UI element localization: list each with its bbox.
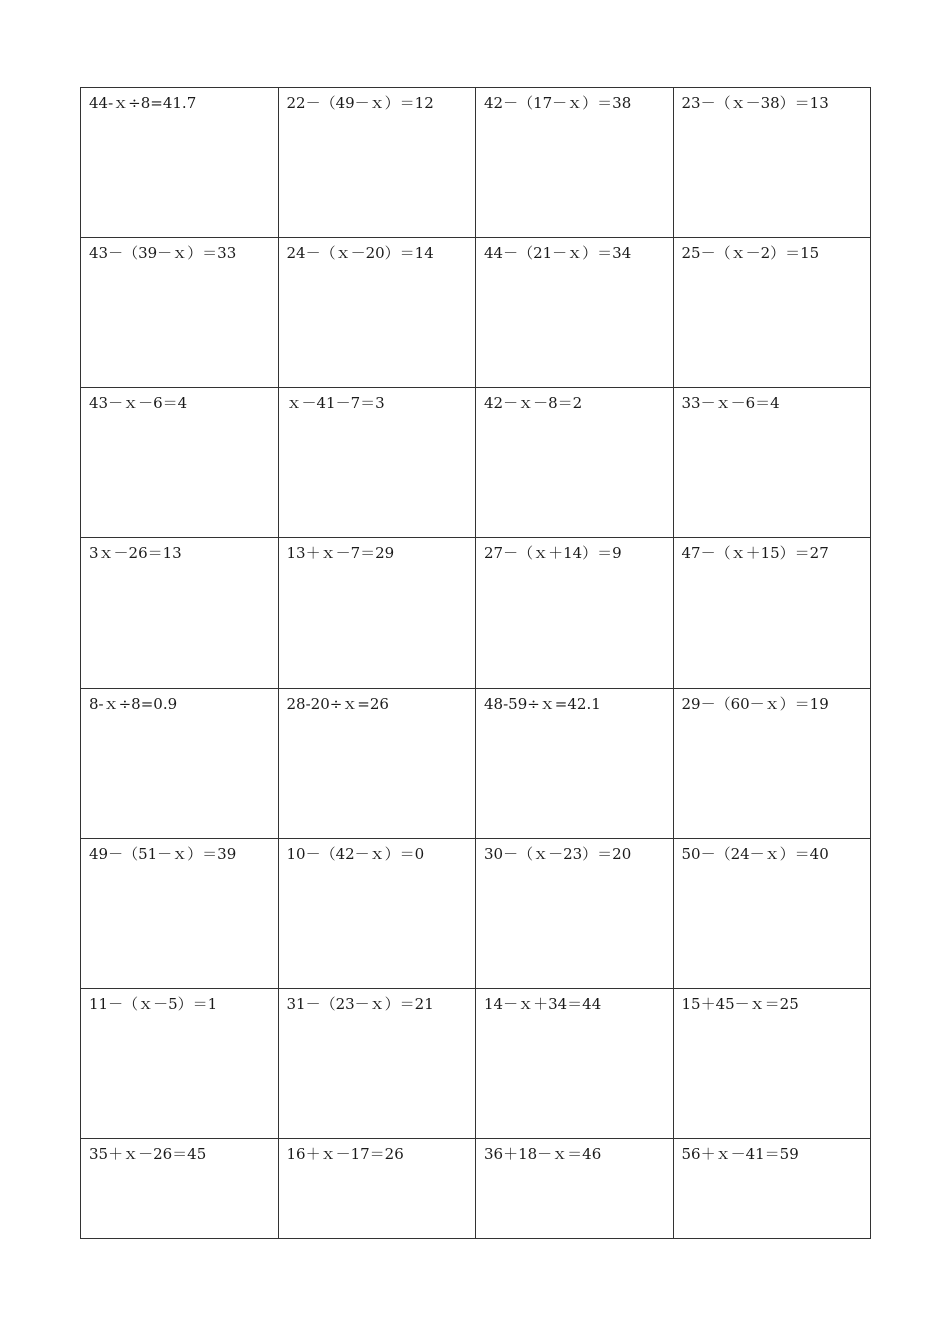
equation-cell: 49－（51－ｘ）＝39 (81, 838, 279, 988)
equation-cell: 30－（ｘ－23）＝20 (476, 838, 674, 988)
equation-cell: 14－ｘ＋34＝44 (476, 988, 674, 1138)
table-row (81, 838, 871, 988)
table-row (81, 238, 871, 388)
equation-cell: 36＋18－ｘ＝46 (476, 1138, 674, 1238)
equation-cell: 44-ｘ÷8=41.7 (81, 88, 279, 238)
equation-cell: 43－（39－ｘ）＝33 (81, 238, 279, 388)
table-row (81, 1138, 871, 1238)
equation-cell: 42－ｘ－8＝2 (476, 388, 674, 538)
equation-cell: 31－（23－ｘ）＝21 (278, 988, 476, 1138)
table-row (81, 988, 871, 1138)
equation-cell: 10－（42－ｘ）＝0 (278, 838, 476, 988)
table-row (81, 388, 871, 538)
equation-worksheet-table (80, 87, 871, 1239)
equation-cell: 8-ｘ÷8=0.9 (81, 688, 279, 838)
equation-cell: 33－ｘ－6＝4 (673, 388, 871, 538)
table-row (81, 88, 871, 238)
equation-cell: 27－（ｘ＋14）＝9 (476, 538, 674, 688)
equation-cell: 42－（17－ｘ）＝38 (476, 88, 674, 238)
table-row (81, 688, 871, 838)
equation-cell: 16＋ｘ－17＝26 (278, 1138, 476, 1238)
equation-cell: 44－（21－ｘ）＝34 (476, 238, 674, 388)
equation-cell: 35＋ｘ－26＝45 (81, 1138, 279, 1238)
equation-cell: 47－（ｘ＋15）＝27 (673, 538, 871, 688)
equation-cell: 3ｘ－26＝13 (81, 538, 279, 688)
equation-cell: 15＋45－ｘ＝25 (673, 988, 871, 1138)
equation-cell: 25－（ｘ－2）＝15 (673, 238, 871, 388)
equation-cell: 24－（ｘ－20）＝14 (278, 238, 476, 388)
equation-cell: 48-59÷ｘ=42.1 (476, 688, 674, 838)
equation-cell: 29－（60－ｘ）＝19 (673, 688, 871, 838)
equation-cell: 56＋ｘ－41＝59 (673, 1138, 871, 1238)
equation-cell: 43－ｘ－6＝4 (81, 388, 279, 538)
equation-cell: 28-20÷ｘ=26 (278, 688, 476, 838)
equation-cell: 13＋ｘ－7＝29 (278, 538, 476, 688)
table-row (81, 538, 871, 688)
equation-cell: 11－（ｘ－5）＝1 (81, 988, 279, 1138)
equation-cell: 22－（49－ｘ）＝12 (278, 88, 476, 238)
equation-cell: 23－（ｘ－38）＝13 (673, 88, 871, 238)
equation-cell: ｘ－41－7＝3 (278, 388, 476, 538)
equation-cell: 50－（24－ｘ）＝40 (673, 838, 871, 988)
